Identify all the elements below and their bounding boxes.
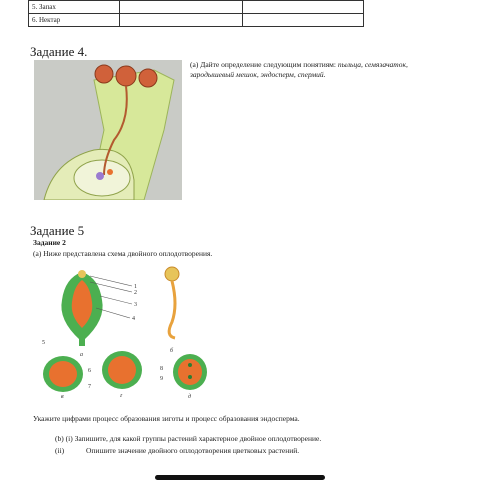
- table-row: [29, 1, 364, 14]
- fig-letter-d: д: [188, 394, 192, 400]
- fig-letter-a: а: [80, 352, 83, 358]
- task5-title: Задание 5: [30, 223, 85, 238]
- table-row: [29, 14, 364, 27]
- label-5a: 5: [42, 340, 45, 346]
- label-6: 6: [88, 368, 91, 374]
- task5-question: Укажите цифрами процесс образования зиготы и процесс образования эндосперма.: [33, 414, 300, 423]
- fig-letter-v: в: [61, 394, 64, 400]
- label-9: 9: [160, 376, 163, 382]
- task5-b-ii: Опишите значение двойного оплодотворения цветковых растений.: [86, 446, 300, 455]
- label-1: 1: [134, 284, 137, 290]
- task4-question-terms: пыльца, семязачаток, зародышевый мешок, эндосперм, спермий.: [190, 60, 408, 79]
- double-fertilization-diagram: [30, 260, 220, 400]
- pollen-figure-b: [165, 267, 179, 338]
- table-cell-label: 6. Нектар: [29, 14, 120, 27]
- label-7: 7: [88, 384, 91, 390]
- fig-letter-b: б: [170, 348, 174, 354]
- task5-intro: (а) Ниже представлена схема двойного оплодотворения.: [33, 249, 213, 258]
- table-cell: [243, 1, 364, 14]
- task5-b-ii-num: (ii): [55, 446, 65, 455]
- task4-question-prefix: (а) Дайте определение следующим понятиям:: [190, 60, 337, 69]
- pistil-illustration: [34, 60, 182, 200]
- fig-letter-g: г: [120, 393, 123, 399]
- task4-question: [190, 60, 440, 80]
- task5-subtitle: Задание 2: [33, 238, 66, 247]
- label-8: 8: [160, 366, 163, 372]
- task4-title: Задание 4.: [30, 44, 88, 59]
- label-4: 4: [132, 316, 135, 322]
- traits-table: [28, 0, 364, 27]
- table-cell: [120, 14, 243, 27]
- table-cell: [243, 14, 364, 27]
- table-cell: [120, 1, 243, 14]
- task5-b-i: (b) (i) Запишите, для какой группы растений характерное двойное оплодотворение.: [55, 434, 322, 443]
- home-indicator[interactable]: [155, 475, 325, 480]
- label-2: 2: [134, 290, 137, 296]
- label-3: 3: [134, 302, 137, 308]
- table-cell-label: 5. Запах: [29, 1, 120, 14]
